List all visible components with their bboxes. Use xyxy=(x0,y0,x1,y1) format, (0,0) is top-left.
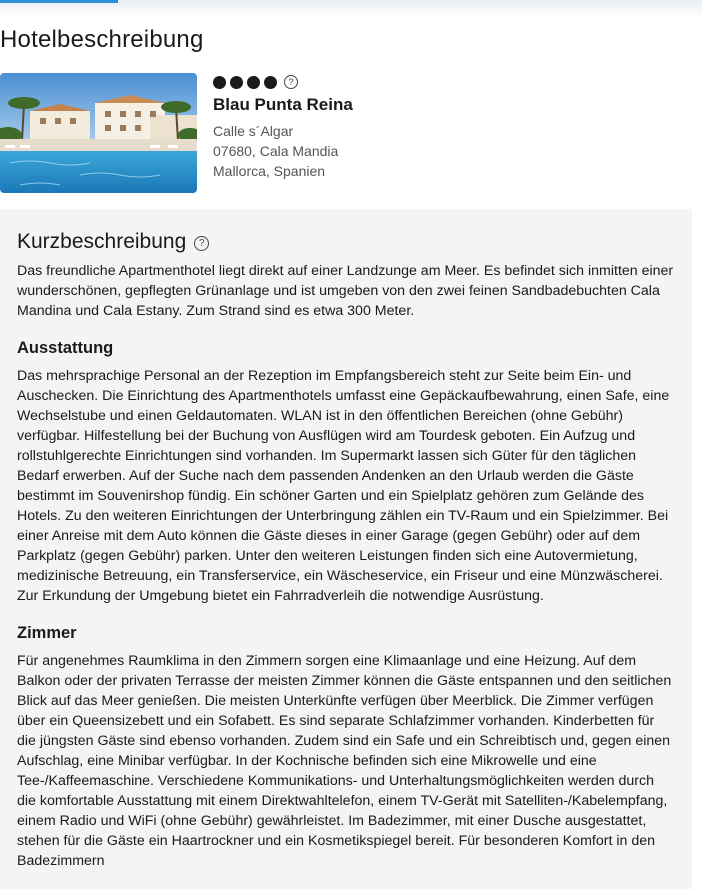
hotel-photo-illustration xyxy=(0,73,197,193)
description-content xyxy=(17,229,675,871)
short-description-heading xyxy=(17,229,675,255)
active-tab-indicator xyxy=(0,0,118,3)
page-title: Hotelbeschreibung xyxy=(0,26,204,53)
star-icon xyxy=(247,76,260,89)
hotel-info xyxy=(213,73,353,181)
star-icon xyxy=(213,76,226,89)
section-text-ausstattung: Das mehrsprachige Personal an der Rezeption im Empfangsbereich steht zur Seite beim Ein- und Auschecken. Die Einrichtung des Apartmenthotels umfasst eine Gepäckaufbewahrung, einen Safe, eine Wechselstube und einen Geldautomaten. WLAN ist in den öffentlichen Bereichen (ohne Gebühr) verfügbar. Hilfestellung bei der Buchung von Ausflügen wird am Tourdesk geboten. Ein Aufzug und rollstuhlgerechte Einrichtungen sind vorhanden. Im Supermarkt lassen sich Güter für den täglichen Bedarf erwerben. Auf der Suche nach dem passenden Andenken an den Urlaub werden die Gäste bestimmt im Souvenirshop fündig. Ein schöner Garten und ein Spielplatz gehören zum Gelände des Hotels. Zu den weiteren Einrichtungen der Unterbringung zählen ein TV-Raum und ein Spielzimmer. Bei einer Anreise mit dem Auto können die Gäste dieses in einer Garage (gegen Gebühr) oder auf dem Parkplatz (gegen Gebühr) parken. Unter den weiteren Leistungen finden sich eine Autovermietung, medizinische Betreuung, ein Transferservice, ein Wäscheservice, ein Friseur und eine Münzwäscherei. Zur Erkundung der Umgebung bietet ein Fahrradverleih die notwendige Ausrüstung. xyxy=(17,368,670,604)
hotel-name: Blau Punta Reina xyxy=(213,95,353,114)
address-street: Calle s´Algar xyxy=(213,123,294,139)
section-text-zimmer: Für angenehmes Raumklima in den Zimmern sorgen eine Klimaanlage und eine Heizung. Auf dem Balkon oder der privaten Terrasse der meisten Zimmer können die Gäste entspannen und den seitlichen Blick auf das Meer genießen. Die meisten Unterkünfte verfügen über Meerblick. Die Zimmer verfügen über ein Queensizebett und ein Sofabett. Es sind separate Schlafzimmer vorhanden. Kinderbetten für die jüngsten Gäste sind ebenso vorhanden. Zudem sind ein Safe und ein Schreibtisch und, gegen einen Aufschlag, eine Minibar verfügbar. In der Kochnische befinden sich eine Mikrowelle und eine Tee-/Kaffeemaschine. Verschiedene Kommunikations- und Unterhaltungsmöglichkeiten werden durch die komfortable Ausstattung mit einem Direktwahltelefon, einem TV-Gerät mit Satelliten-/Kabelempfang, einem Radio und WiFi (ohne Gebühr) gewährleistet. Im Badezimmer, mit einer Dusche ausgestattet, stehen für die Gäste ein Haartrockner und ein Kosmetikspiegel bereit. Für besonderen Komfort in den Badezimmern xyxy=(17,653,672,869)
short-description-text: Das freundliche Apartmenthotel liegt direkt auf einer Landzunge am Meer. Es befindet sich inmitten einer wunderschönen, gepflegten Grünanlage und ist umgeben von den zwei feinen Sandbadebuchten Cala Mandina und Cala Estany. Zum Strand sind es etwa 300 Meter. xyxy=(17,263,674,319)
short-description-title: Kurzbeschreibung xyxy=(17,230,187,253)
hotel-photo[interactable] xyxy=(0,73,197,193)
rating-help-icon[interactable]: ? xyxy=(284,75,298,89)
section-title-ausstattung: Ausstattung xyxy=(17,339,114,357)
star-icon xyxy=(230,76,243,89)
question-circle-icon[interactable]: ? xyxy=(194,236,209,251)
star-icon xyxy=(264,76,277,89)
hotel-address xyxy=(213,121,353,181)
star-rating xyxy=(213,73,353,91)
top-navigation-bar xyxy=(0,0,702,18)
description-panel xyxy=(0,209,692,889)
address-city: 07680, Cala Mandia xyxy=(213,143,339,159)
section-title-zimmer: Zimmer xyxy=(17,624,77,642)
hotel-summary-card xyxy=(0,73,702,198)
address-region: Mallorca, Spanien xyxy=(213,163,326,179)
